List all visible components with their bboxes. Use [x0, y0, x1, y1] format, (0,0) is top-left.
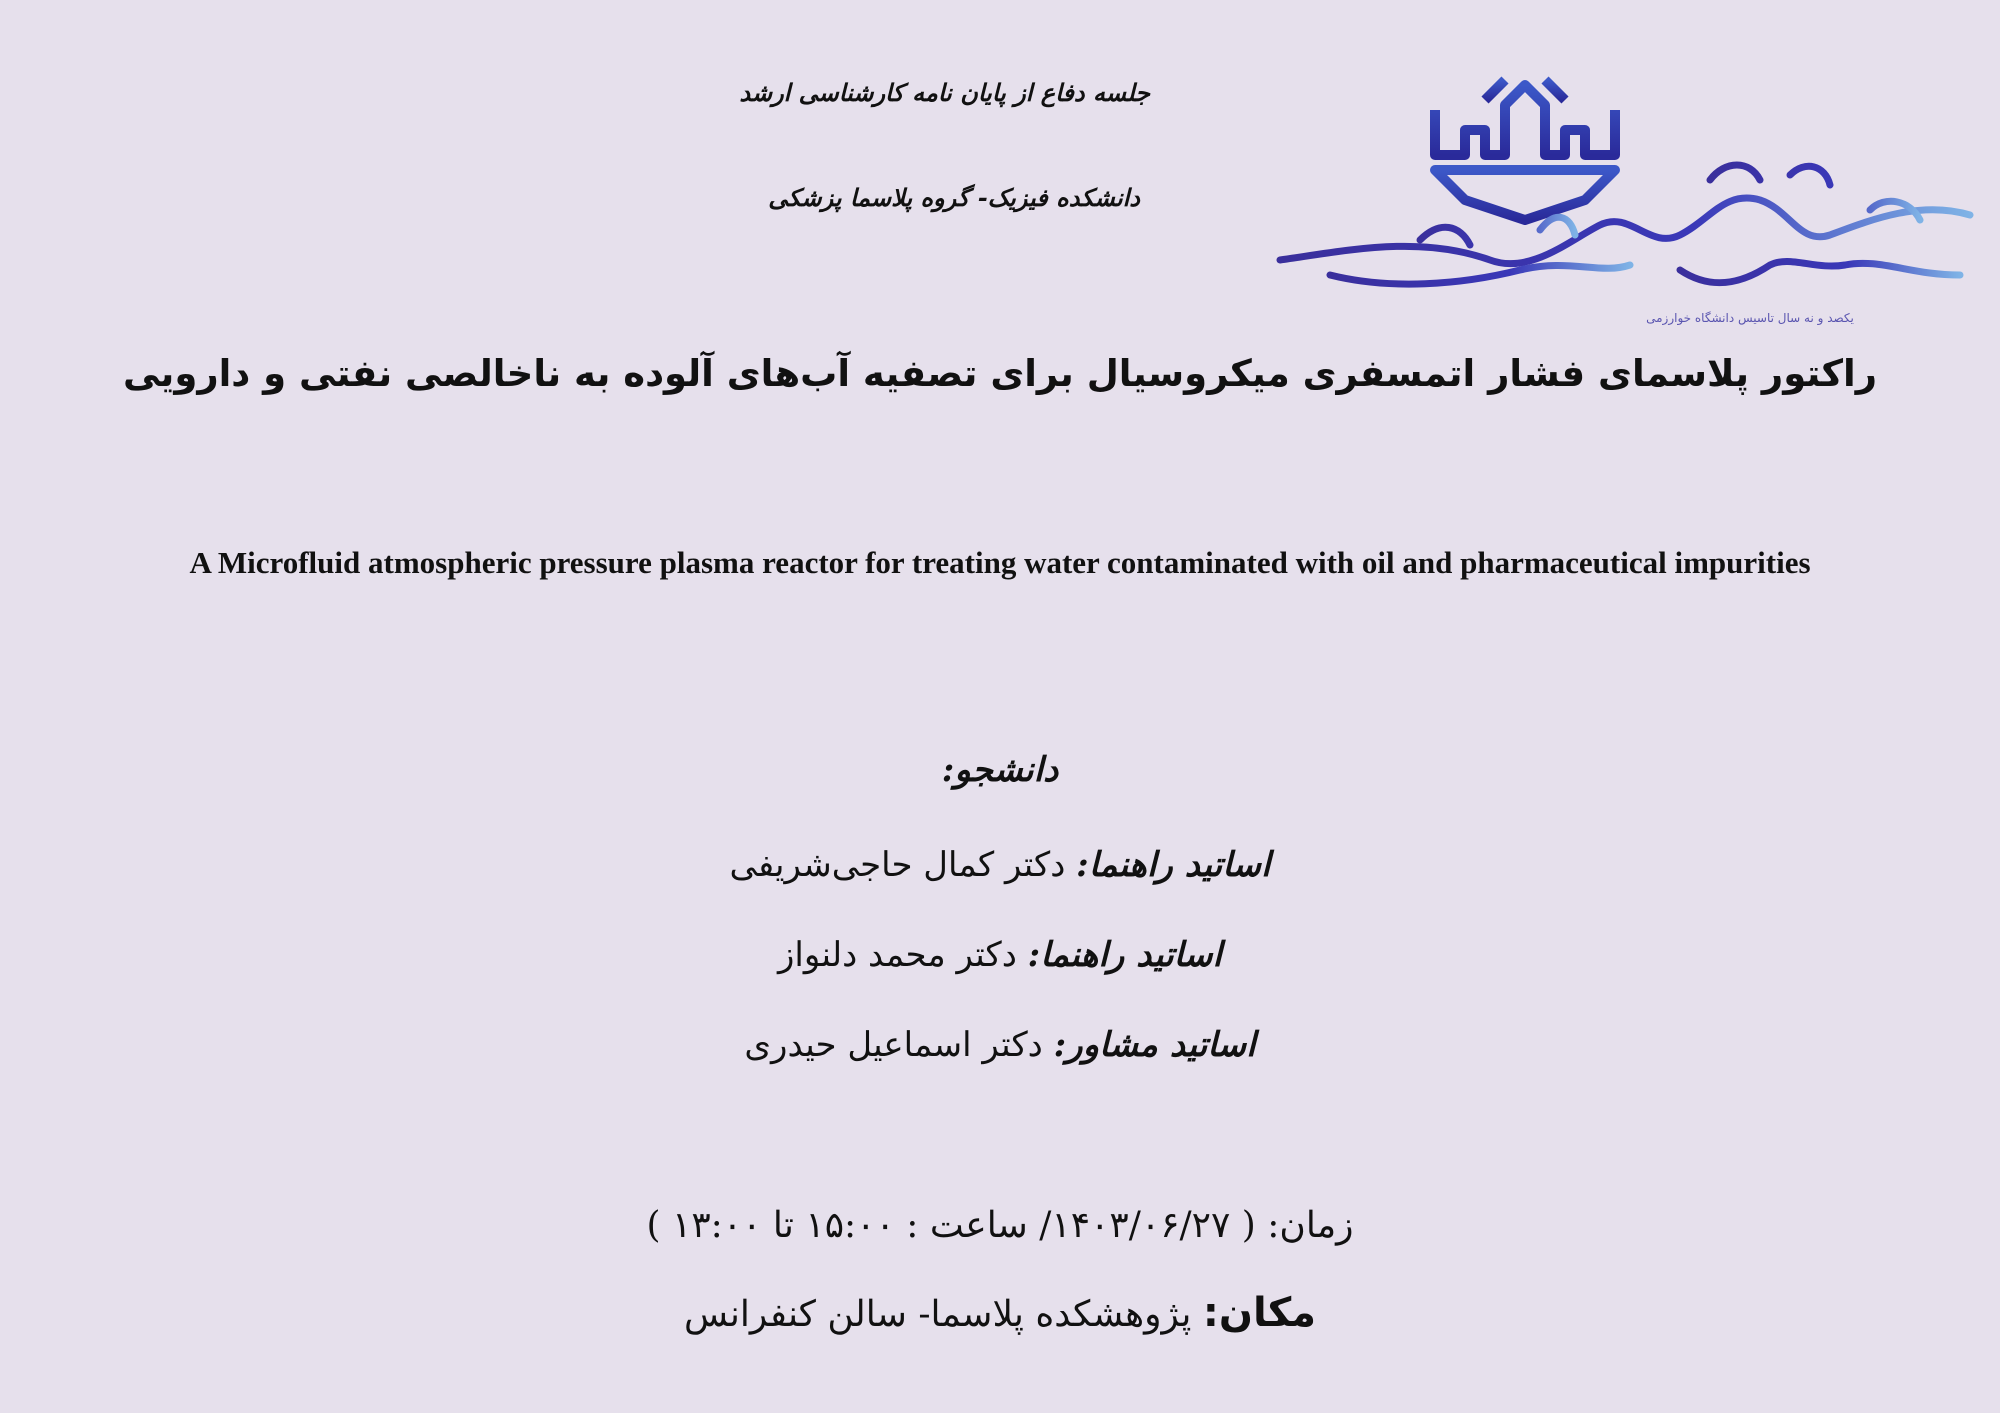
logo-text: یکصد و نه سال تاسیس دانشگاه خوارزمی: [1646, 311, 1854, 325]
thesis-title-english: A Microfluid atmospheric pressure plasma reactor for treating water contaminated with oil and pharmaceutical impurities: [189, 545, 1811, 580]
consultant-name: دکتر اسماعیل حیدری: [744, 1025, 1043, 1065]
thesis-title-persian: راکتور پلاسمای فشار اتمسفری میکروسیال برای تصفیه آب‌های آلوده به ناخالصی نفتی و دارویی: [123, 352, 1877, 395]
event-place-label: مکان:: [1202, 1290, 1317, 1336]
event-place: [0, 1290, 2000, 1336]
event-place-value: پژوهشکده پلاسما- سالن کنفرانس: [683, 1294, 1192, 1335]
advisor1-line: [0, 845, 2000, 885]
event-time: زمان: ( ۱۴۰۳/۰۶/۲۷/ ساعت : ۱۵:۰۰ تا ۱۳:۰۰ ): [646, 1205, 1354, 1246]
header-defense-title: جلسه دفاع از پایان نامه کارشناسی ارشد: [739, 78, 1150, 107]
logo-calligraphy: [1280, 165, 1970, 284]
advisor2-name: دکتر محمد دلنواز: [778, 935, 1017, 975]
logo-emblem: [1435, 80, 1615, 220]
advisor1-name: دکتر کمال حاجی‌شریفی: [729, 845, 1066, 885]
header-faculty: دانشکده فیزیک- گروه پلاسما پزشکی: [768, 183, 1140, 212]
university-logo: [1270, 60, 1980, 350]
advisor1-role: اساتید راهنما:: [1076, 845, 1271, 885]
consultant-role: اساتید مشاور:: [1053, 1025, 1256, 1065]
advisor2-line: [0, 935, 2000, 975]
student-role: دانشجو:: [941, 750, 1059, 790]
consultant-line: [0, 1025, 2000, 1065]
student-line: [0, 750, 2000, 790]
advisor2-role: اساتید راهنما:: [1027, 935, 1222, 975]
